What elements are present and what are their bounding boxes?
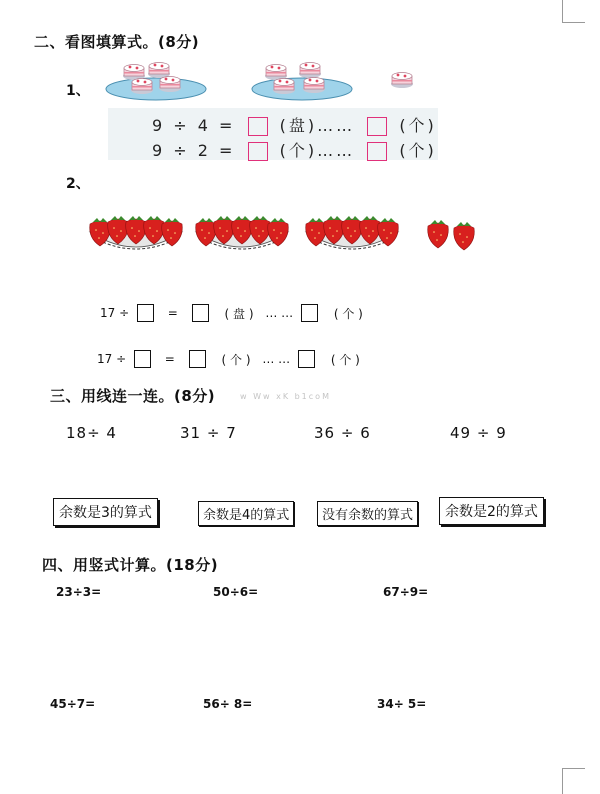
cake-plates-illustration	[104, 56, 440, 106]
q2-row2-unit2: ( 个 )	[330, 352, 360, 367]
calc-1: 23÷3=	[56, 585, 102, 599]
q2-row1-equals: =	[167, 306, 178, 320]
q2-row2-remainder-box[interactable]	[298, 350, 315, 368]
q2-row1-divisor-box[interactable]	[137, 304, 154, 322]
bowl-1	[90, 216, 183, 249]
q1-row2-remainder-box[interactable]	[367, 142, 387, 161]
q1-row1-expr: 9 ÷ 4 =	[152, 116, 236, 135]
expression-4[interactable]: 49 ÷ 9	[450, 424, 507, 442]
q1-row2-unit1: (个)……	[279, 141, 356, 160]
strawberry-bowls-illustration	[86, 206, 490, 264]
expression-3[interactable]: 36 ÷ 6	[314, 424, 371, 442]
tag-no-remainder[interactable]: 没有余数的算式	[317, 501, 418, 526]
bowl-2	[196, 216, 289, 249]
q2-row1-dots: … …	[265, 306, 294, 320]
q2-row2-equals: =	[164, 352, 175, 366]
q2-row2-unit1: ( 个 )	[221, 352, 251, 367]
q2-row1-remainder-box[interactable]	[301, 304, 318, 322]
crop-mark-bottom	[562, 768, 585, 794]
expression-1[interactable]: 18÷ 4	[66, 424, 117, 442]
expression-2[interactable]: 31 ÷ 7	[180, 424, 237, 442]
tag-remainder-2[interactable]: 余数是2的算式	[439, 497, 544, 525]
q1-row1-unit2: (个)	[399, 116, 437, 135]
q2-row1-quotient-box[interactable]	[192, 304, 209, 322]
tag-remainder-4[interactable]: 余数是4的算式	[198, 501, 294, 526]
calc-2: 50÷6=	[213, 585, 259, 599]
q2-equation-row-1	[100, 304, 363, 322]
q1-row1-unit1: (盘)……	[279, 116, 356, 135]
q2-label: 2、	[66, 176, 90, 192]
q1-equation-row-1	[152, 113, 437, 136]
q1-row1-quotient-box[interactable]	[248, 117, 268, 136]
q1-row2-quotient-box[interactable]	[248, 142, 268, 161]
q2-row1-dividend: 17 ÷	[100, 306, 130, 320]
calc-3: 67÷9=	[383, 585, 429, 599]
q2-row1-unit1: ( 盘 )	[224, 306, 254, 321]
leftover-strawberries	[428, 220, 475, 250]
plate-1	[106, 78, 206, 100]
q1-row2-unit2: (个)	[399, 141, 437, 160]
q2-row2-dots: … …	[262, 352, 291, 366]
q2-row2-dividend: 17 ÷	[97, 352, 127, 366]
section2-title: 二、看图填算式。(8分)	[34, 33, 200, 51]
q2-row1-unit2: ( 个 )	[333, 306, 363, 321]
watermark: w Ww xK b1coM	[240, 392, 331, 401]
calc-5: 56÷ 8=	[203, 697, 253, 711]
plate-2	[252, 78, 352, 100]
q2-row2-quotient-box[interactable]	[189, 350, 206, 368]
q1-row2-expr: 9 ÷ 2 =	[152, 141, 236, 160]
tag-remainder-3[interactable]: 余数是3的算式	[53, 498, 158, 526]
q1-row1-remainder-box[interactable]	[367, 117, 387, 136]
q2-equation-row-2	[97, 350, 360, 368]
section3-title: 三、用线连一连。(8分)	[50, 387, 216, 405]
q2-row2-divisor-box[interactable]	[134, 350, 151, 368]
single-cake	[391, 73, 413, 89]
section4-title: 四、用竖式计算。(18分)	[42, 556, 219, 574]
q1-equation-row-2	[152, 138, 437, 161]
bowl-3	[306, 216, 399, 249]
calc-4: 45÷7=	[50, 697, 96, 711]
crop-mark-top	[562, 0, 585, 23]
q1-label: 1、	[66, 83, 90, 99]
calc-6: 34÷ 5=	[377, 697, 427, 711]
